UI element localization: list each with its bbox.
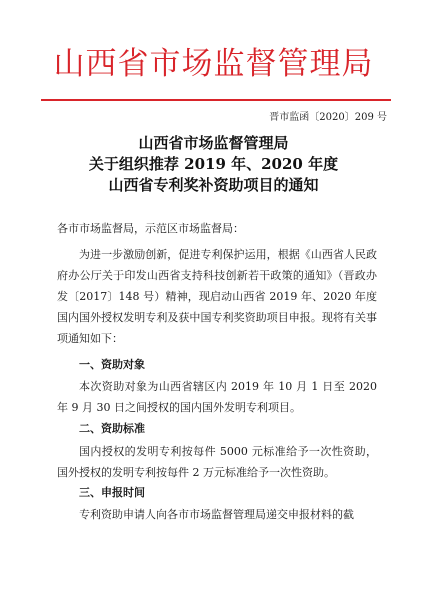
- title-line-2: 关于组织推荐 2019 年、2020 年度: [88, 155, 339, 173]
- section-heading-funding-standard: 二、资助标准: [79, 422, 145, 435]
- letterhead-org-name: 山西省市场监督管理局: [53, 46, 374, 82]
- section-heading-application-time: 三、申报时间: [79, 486, 145, 499]
- letterhead-red-rule: [41, 99, 391, 101]
- document-title: [0, 133, 427, 196]
- salutation: 各市市场监督局，示范区市场监督局：: [57, 222, 244, 235]
- title-line-1: 山西省市场监督管理局: [138, 134, 289, 152]
- section-body-funding-target: 本次资助对象为山西省辖区内 2019 年 10 月 1 日至 2020 年 9 月 30 日之间授权的国内国外发明专利项目。: [57, 380, 377, 414]
- intro-paragraph: 为进一步激励创新，促进专利保护运用，根据《山西省人民政府办公厅关于印发山西省支持科技创新若干政策的通知》（晋政办发〔2017〕148 号）精神，现启动山西省 2019 年、2020 年度国内国外授权发明专利及获中国专利奖资助项目申报。现将有关事项通知如下：: [57, 248, 377, 345]
- title-line-3: 山西省专利奖补资助项目的通知: [108, 176, 319, 194]
- document-number: 晋市监函〔2020〕209 号: [269, 112, 387, 123]
- section-heading-funding-target: 一、资助对象: [79, 358, 145, 371]
- section-body-application-time: 专利资助申请人向各市市场监督管理局递交申报材料的截: [79, 508, 354, 521]
- section-body-funding-standard: 国内授权的发明专利按每件 5000 元标准给予一次性资助，国外授权的发明专利按每件 2 万元标准给予一次性资助。: [57, 445, 377, 479]
